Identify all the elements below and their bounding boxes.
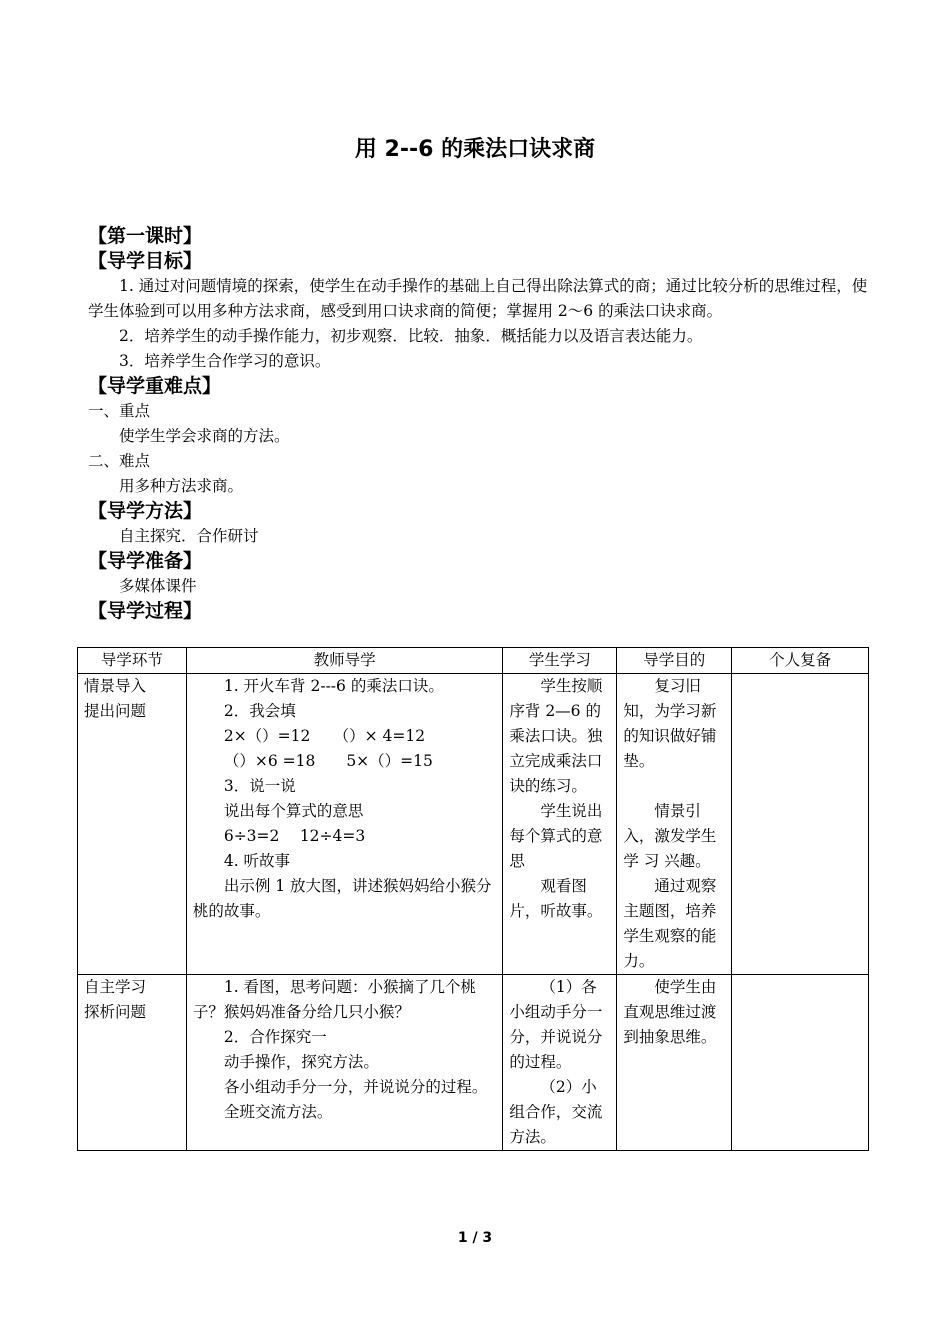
student-line: 学生说出每个算式的意思	[509, 802, 603, 870]
purpose-line: 通过观察主题图，培养学生观察的能力。	[623, 877, 717, 970]
difficulty-label: 二、难点	[88, 452, 151, 470]
lesson-heading: 【第一课时】	[88, 225, 203, 247]
process-heading: 【导学过程】	[88, 600, 203, 622]
goal-1: 1. 通过对问题情境的探索，使学生在动手操作的基础上自己得出除法算式的商；通过比较分析的思维过程，使学生体验到可以用多种方法求商，感受到用口诀求商的简便；掌握用 2～6 的乘法口诀求商。	[88, 277, 868, 320]
purpose-cell	[617, 975, 732, 1151]
difficulty-text: 用多种方法求商。	[119, 477, 244, 495]
teacher-line: 全班交流方法。	[223, 1103, 333, 1121]
prep-heading: 【导学准备】	[88, 550, 203, 572]
process-table	[77, 647, 869, 1151]
stage-line: 提出问题	[84, 702, 147, 720]
goal-2: 2．培养学生的动手操作能力，初步观察．比较．抽象．概括能力以及语言表达能力。	[119, 327, 703, 345]
purpose-line: 使学生由直观思维过渡到抽象思维。	[623, 978, 717, 1046]
student-line: （2）小组合作，交流方法。	[509, 1078, 603, 1146]
table-header-row	[78, 648, 869, 674]
student-cell	[503, 975, 617, 1151]
notes-cell	[732, 674, 869, 975]
teacher-line: 各小组动手分一分，并说说分的过程。	[223, 1078, 488, 1096]
header-purpose: 导学目的	[617, 648, 732, 674]
header-teacher: 教师导学	[186, 648, 503, 674]
teacher-line: 6÷3=2 12÷4=3	[223, 827, 366, 845]
table-row	[78, 674, 869, 975]
method-heading: 【导学方法】	[88, 500, 203, 522]
stage-cell	[78, 674, 187, 975]
stage-line: 探析问题	[84, 1003, 147, 1021]
teacher-line: 说出每个算式的意思	[223, 802, 364, 820]
stage-cell	[78, 975, 187, 1151]
student-line: 学生按顺序背 2—6 的乘法口诀。独立完成乘法口诀的练习。	[509, 677, 603, 795]
teacher-line: 4. 听故事	[223, 852, 291, 870]
header-notes: 个人复备	[732, 648, 869, 674]
teacher-line: 动手操作，探究方法。	[223, 1053, 379, 1071]
notes-cell	[732, 975, 869, 1151]
teacher-cell	[186, 975, 503, 1151]
stage-line: 情景导入	[84, 677, 147, 695]
teacher-line: 1. 开火车背 2---6 的乘法口诀。	[223, 677, 444, 695]
goal-3: 3．培养学生合作学习的意识。	[119, 352, 331, 370]
purpose-cell	[617, 674, 732, 975]
teacher-line: 1. 看图，思考问题：小猴摘了几个桃子？猴妈妈准备分给几只小猴？	[192, 978, 477, 1021]
header-stage: 导学环节	[78, 648, 187, 674]
student-cell	[503, 674, 617, 975]
key-heading: 【导学重难点】	[88, 375, 222, 397]
document-body	[88, 224, 868, 624]
key-text: 使学生学会求商的方法。	[119, 427, 290, 445]
page-number: 1 / 3	[457, 1230, 493, 1246]
purpose-line: 情景引入，激发学生 学 习 兴趣。	[623, 802, 717, 870]
purpose-line: 复习旧知，为学习新的知识做好铺垫。	[623, 677, 717, 770]
goals-heading: 【导学目标】	[88, 250, 203, 272]
student-line: （1）各小组动手分一分，并说说分的过程。	[509, 978, 603, 1071]
teacher-line: 出示例 1 放大图，讲述猴妈妈给小猴分桃的故事。	[192, 877, 492, 920]
teacher-line: 3．说一说	[223, 777, 296, 795]
teacher-line: 2．我会填	[223, 702, 296, 720]
header-student: 学生学习	[503, 648, 617, 674]
table-row	[78, 975, 869, 1151]
teacher-line: （）×6 =18 5×（）=15	[223, 752, 433, 770]
student-line: 观看图片，听故事。	[509, 877, 603, 920]
stage-line: 自主学习	[84, 978, 147, 996]
teacher-line: 2×（）=12 （）× 4=12	[223, 727, 426, 745]
page-title: 用 2--6 的乘法口诀求商	[354, 137, 596, 162]
teacher-cell	[186, 674, 503, 975]
prep-text: 多媒体课件	[119, 577, 197, 595]
spacer	[623, 774, 725, 799]
key-label: 一、重点	[88, 402, 151, 420]
method-text: 自主探究．合作研讨	[119, 527, 259, 545]
teacher-line: 2．合作探究一	[223, 1028, 327, 1046]
